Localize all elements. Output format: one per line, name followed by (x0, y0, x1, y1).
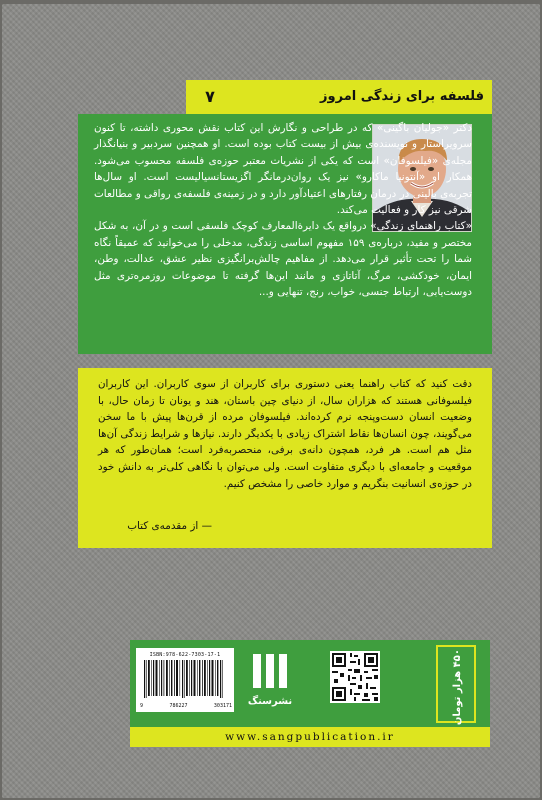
barcode-digit-group: 303171 (213, 703, 232, 709)
series-number: ۷ (205, 87, 215, 106)
quote-source: — از مقدمه‌ی کتاب (127, 520, 212, 532)
qr-code (330, 651, 380, 703)
website-url: www.sangpublication.ir (225, 731, 395, 743)
series-title: فلسفه برای زندگی امروز (320, 89, 484, 104)
barcode-digit-group: 9 (140, 703, 144, 709)
isbn-label: ISBN:978-622-7303-17-1 (149, 652, 221, 658)
publisher-name: نشرسنگ (247, 696, 293, 707)
book-description: «کتاب راهنمای زندگی» درواقع یک دایرةالمعارف کوچک فلسفی است و در آن، به شکل مختصر و مفید، درباره‌ی ۱۵۹ مفهوم اساسی زندگی، مدخلی را می‌خوانید که عمیقاً نگاه شما را تحت تأثیر قرار می‌دهد. از مفاهیم چالش‌برانگیزی نظیر عشق، عدالت، وطن، ایمان، خودکشی، مرگ، آتاتازی و مانند این‌ها گرفته تا موضوعات روزمره‌تری مثل دوست‌یابی، ارتباط جنسی، خواب، رنج، تنهایی و... (94, 220, 472, 299)
barcode-digits (140, 703, 232, 709)
price-badge (436, 645, 476, 726)
author-bio-text (94, 120, 472, 300)
author-bio: دکتر «جولیان باگینی» که در طراحی و نگارش این کتاب نقش محوری داشته، تا کنون سرویراستار و نویسنده‌ی بیش از بیست کتاب بوده است. او همچنین سردبیر و بنیانگذار مجله‌ی «فیلسوفان» است که یکی از نشریات معتبر حوزه‌ی فلسفه محسوب می‌شود. همکار او «آنتونیا ماکارو» نیز یک روان‌درمانگر اگزیستانسیالیست است. او سال‌ها تجربه‌ی بالینی در درمان رفتارهای اعتیادآور دارد و در زمینه‌ی فلسفه‌ی رواقی و مطالعات شرقی نیز کار و فعالیت می‌کند. (94, 122, 472, 217)
barcode-digit-group: 786227 (169, 703, 188, 709)
price-label: ۴۵۰ هزار تومان (452, 649, 463, 726)
publisher-logo (244, 648, 296, 720)
quote-text: دقت کنید که کتاب راهنما یعنی دستوری برای کاربران از سوی کاربران. این کاربران فیلسوفانی هستند که هزاران سال، از دنیای چین باستان، هند و یونان تا زمان حال، با وضعیت انسان دست‌وپنجه نرم کرده‌اند. فیلسوفان مرده از قرن‌ها پیش با ما سخن می‌گویند، چون انسان‌ها نقاط اشتراک زیادی با یکدیگر دارند. نیازها و شرایط زندگی آن‌ها مثل هم است. هر فرد، همچون دانه‌ی برفی، منحصربه‌فرد است؛ همان‌طور که هر موقعیت و جامعه‌ای با دیگری متفاوت است. ولی می‌توان با نگاهی کلی‌تر به دانش خود در حوزه‌ی انسانیت بنگریم و موارد خاصی را مشخص کنیم. (98, 378, 472, 490)
